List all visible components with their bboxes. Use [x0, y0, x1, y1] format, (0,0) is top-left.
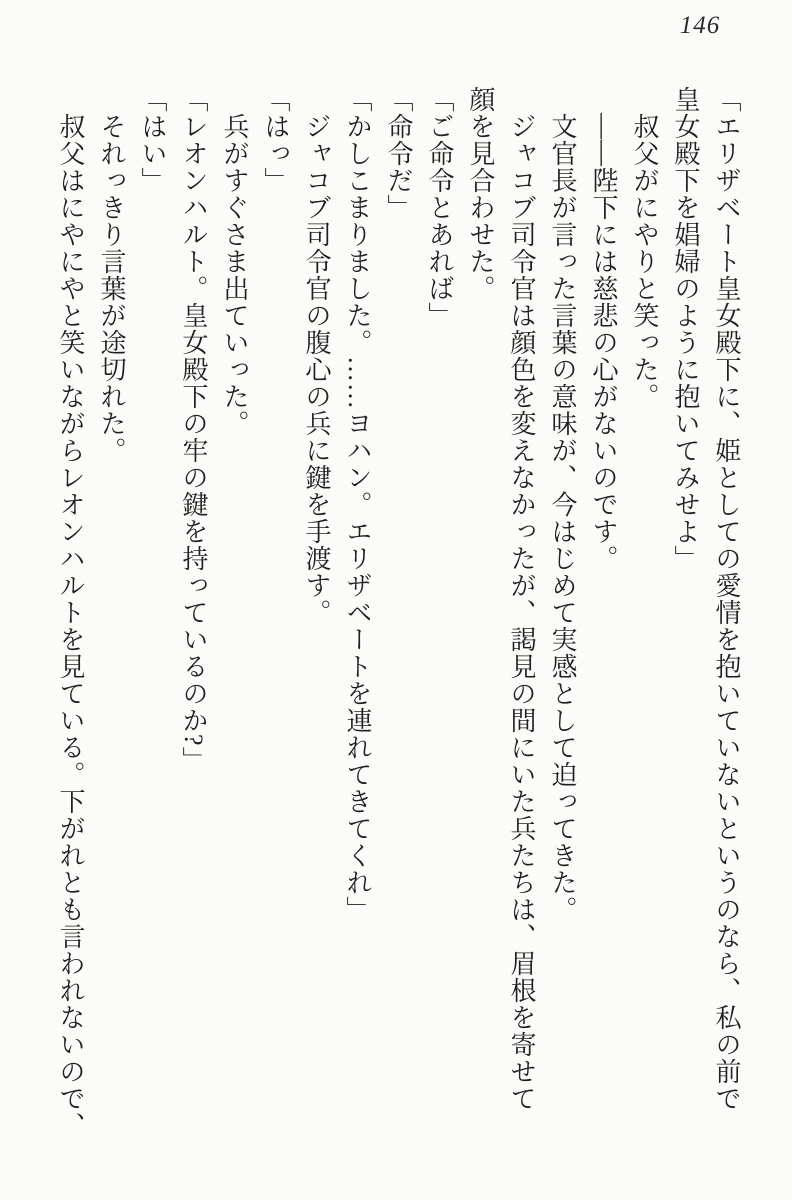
text-line-6: ジャコブ司令官は顔色を変えなかったが、謁見の間にいた兵たちは、眉根を寄せて: [507, 86, 536, 1112]
text-line-4: ――陛下には慈悲の心がないのです。: [589, 86, 618, 572]
text-line-3: 叔父がにやりと笑った。: [630, 86, 659, 410]
text-line-2: 皇女殿下を娼婦のように抱いてみせよ」: [671, 86, 700, 572]
page-number: 146: [679, 12, 721, 39]
text-line-7: 顔を見合わせた。: [466, 86, 495, 302]
text-line-12: 「はっ」: [261, 86, 290, 194]
text-line-9: 「命令だ」: [384, 86, 413, 221]
text-line-17: 叔父はにやにやと笑いながらレオンハルトを見ている。下がれとも言われないので、: [56, 86, 85, 1139]
text-line-13: 兵がすぐさま出ていった。: [220, 86, 249, 437]
vertical-text-block: [50, 86, 747, 1148]
text-line-11: ジャコブ司令官の腹心の兵に鍵を手渡す。: [302, 86, 331, 626]
text-line-10: 「かしこまりました。……ヨハン。エリザベートを連れてきてくれ」: [343, 86, 372, 923]
text-line-16: それっきり言葉が途切れた。: [97, 86, 126, 464]
text-line-8: 「ご命令とあれば」: [425, 86, 454, 329]
text-line-1: 「エリザベート皇女殿下に、姫としての愛情を抱いていないというのなら、私の前で: [712, 86, 741, 1112]
text-line-14: 「レオンハルト。皇女殿下の牢の鍵を持っているのか?」: [179, 86, 208, 774]
text-line-5: 文官長が言った言葉の意味が、今はじめて実感として迫ってきた。: [548, 86, 577, 923]
text-line-15: 「はい」: [138, 86, 167, 194]
